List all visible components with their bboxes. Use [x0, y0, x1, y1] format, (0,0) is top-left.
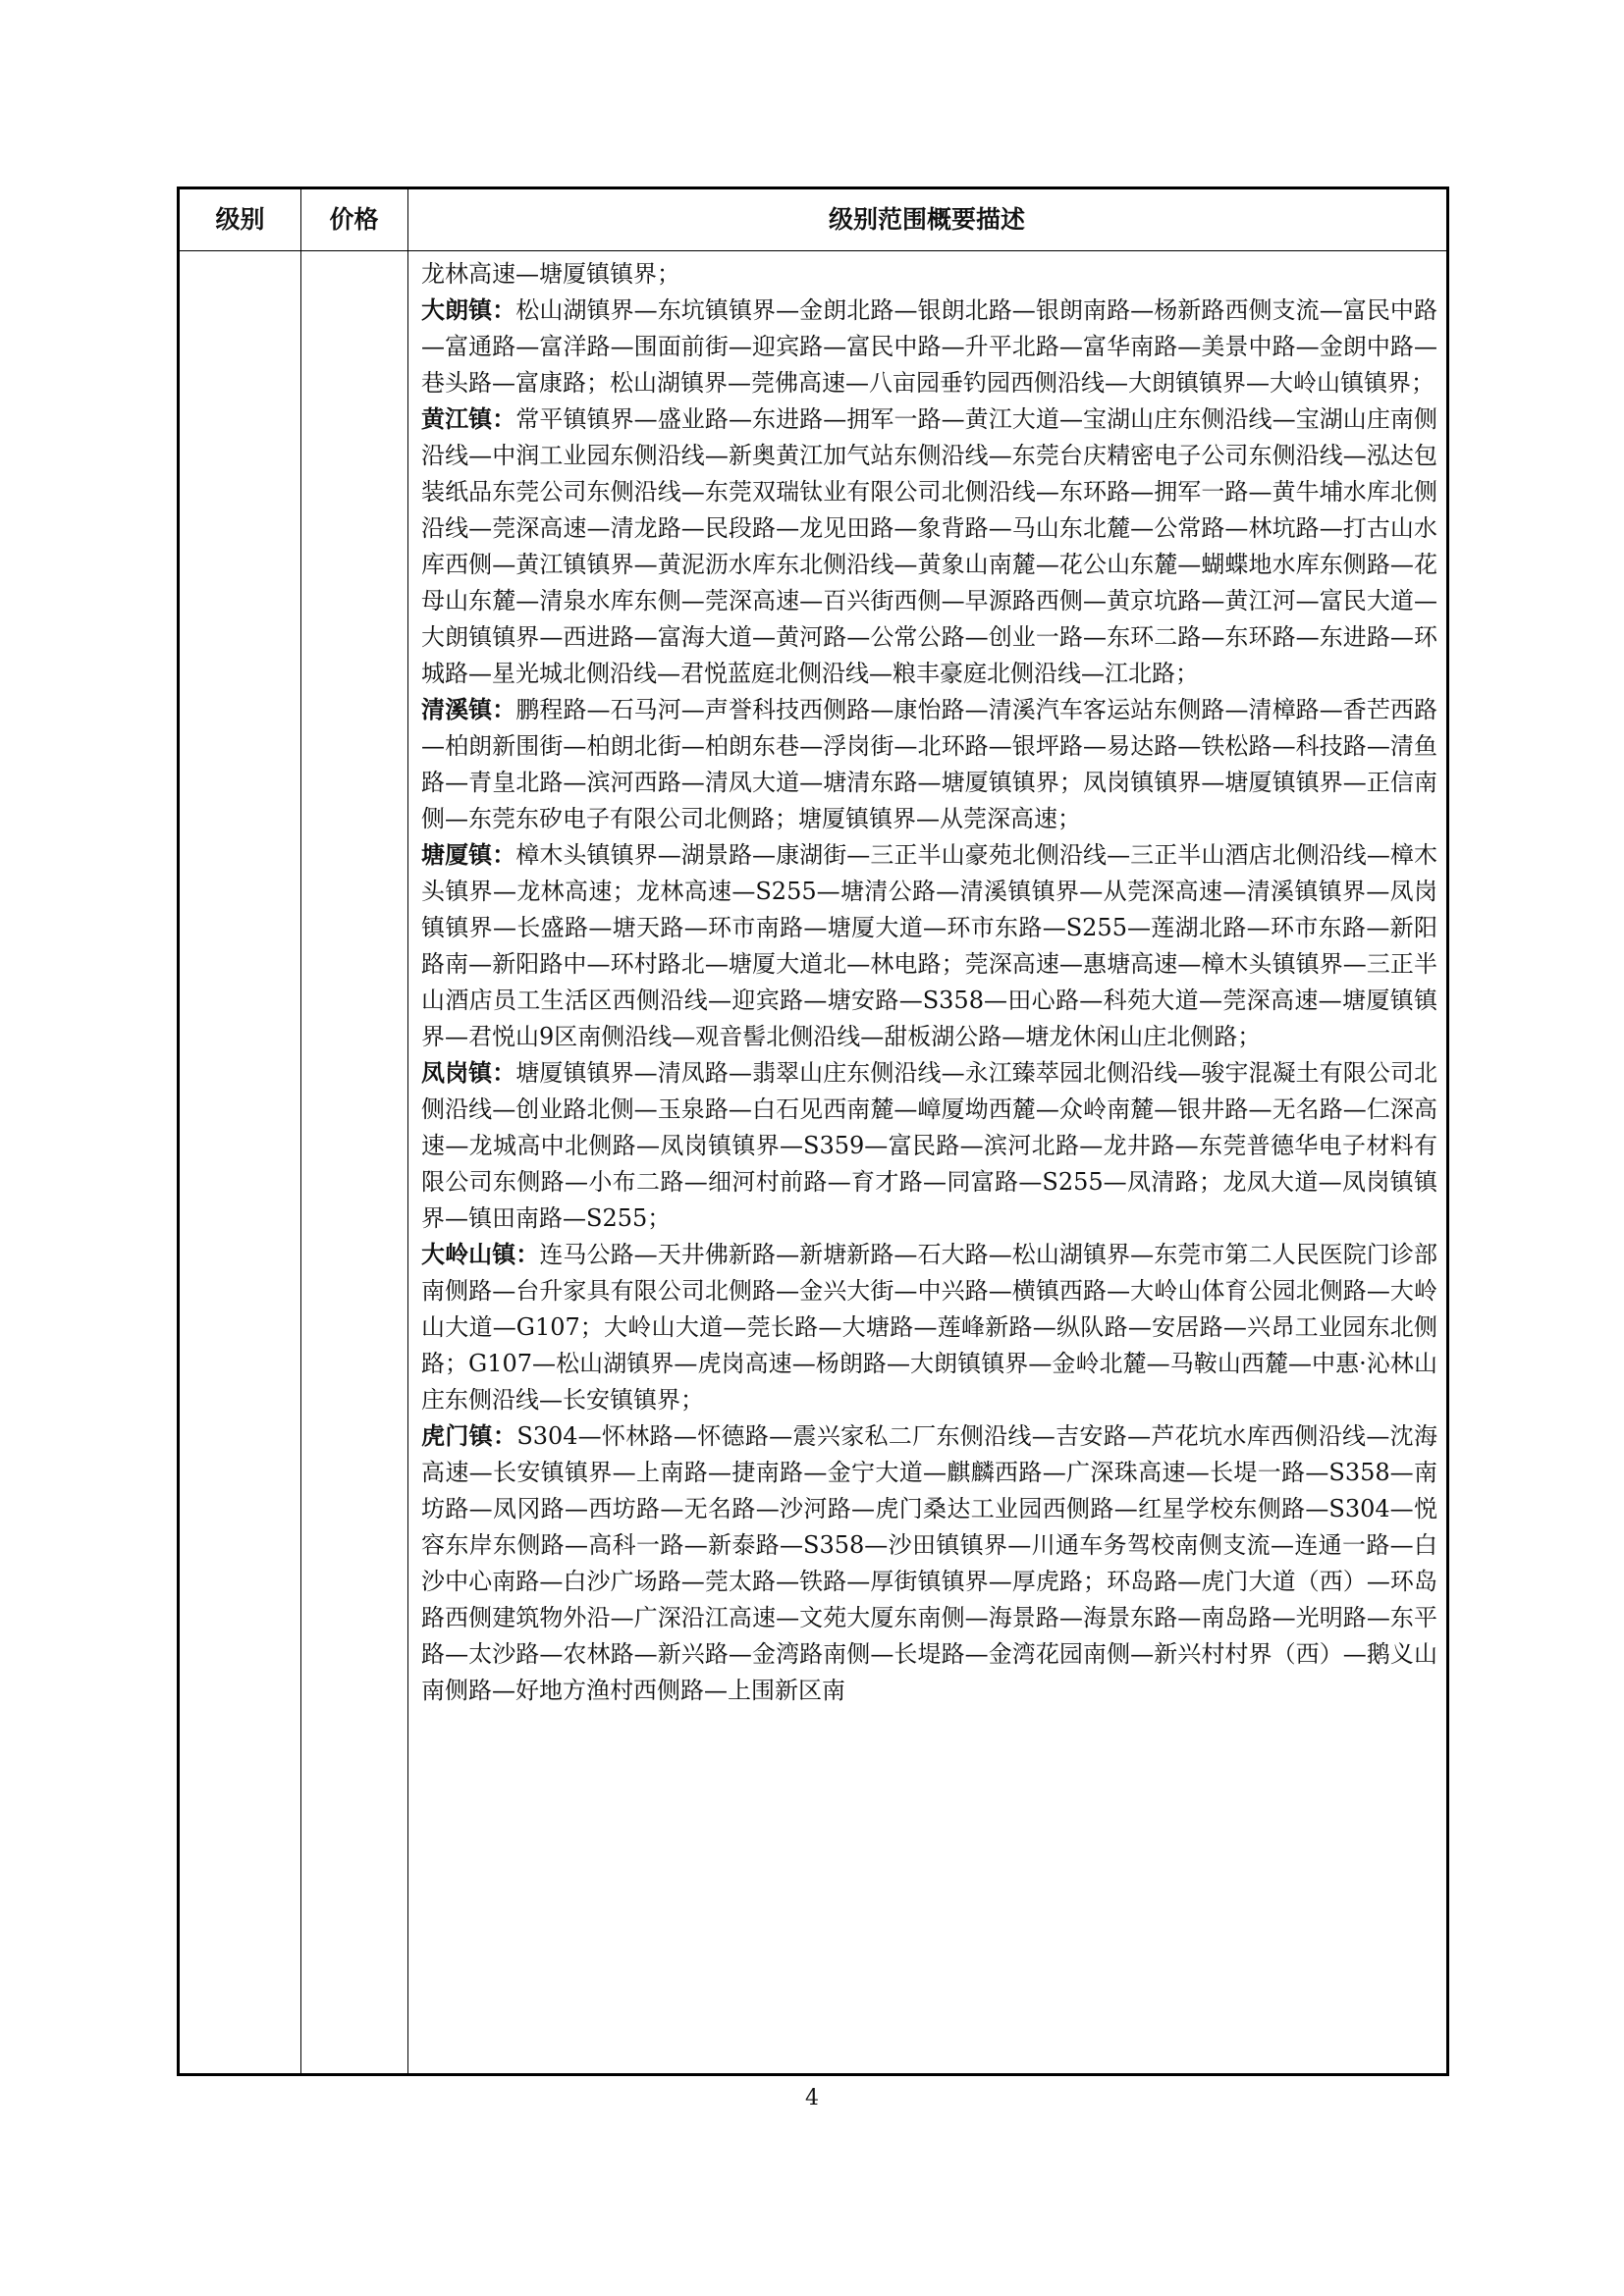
town-text: 鹏程路—石马河—声誉科技西侧路—康怡路—清溪汽车客运站东侧路—清樟路—香芒西路—柏朗新围街—柏朗北街—柏朗东巷—浮岗街—北环路—银坪路—易达路—铁松路—科技路—清鱼路—青皇北路—滨河西路—清凤大道—塘清东路—塘厦镇镇界；凤岗镇镇界—塘厦镇镇界—正信南侧—东莞东矽电子有限公司北侧路；塘厦镇镇界—从莞深高速； — [421, 696, 1438, 832]
town-text: 常平镇镇界—盛业路—东进路—拥军一路—黄江大道—宝湖山庄东侧沿线—宝湖山庄南侧沿线—中润工业园东侧沿线—新奥黄江加气站东侧沿线—东莞台庆精密电子公司东侧沿线—泓达包装纸品东莞公司东侧沿线—东莞双瑞钛业有限公司北侧沿线—东环路—拥军一路—黄牛埔水库北侧沿线—莞深高速—清龙路—民段路—龙见田路—象背路—马山东北麓—公常路—林坑路—打古山水库西侧—黄江镇镇界—黄泥沥水库东北侧沿线—黄象山南麓—花公山东麓—蝴蝶地水库东侧路—花母山东麓—清泉水库东侧—莞深高速—百兴街西侧—早源路西侧—黄京坑路—黄江河—富民大道—大朗镇镇界—西进路—富海大道—黄河路—公常公路—创业一路—东环二路—东环路—东进路—环城路—星光城北侧沿线—君悦蓝庭北侧沿线—粮丰豪庭北侧沿线—江北路； — [421, 405, 1438, 687]
town-name: 大岭山镇： — [421, 1241, 540, 1268]
column-divider — [300, 189, 301, 2073]
town-entry — [421, 1418, 1437, 1709]
town-entry — [421, 293, 1437, 401]
header-description: 级别范围概要描述 — [828, 205, 1025, 234]
town-text: 连马公路—天井佛新路—新塘新路—石大路—松山湖镇界—东莞市第二人民医院门诊部南侧路—台升家具有限公司北侧路—金兴大街—中兴路—横镇西路—大岭山体育公园北侧路—大岭山大道—G107；大岭山大道—莞长路—大塘路—莲峰新路—纵队路—安居路—兴昂工业园东北侧路；G107—松山湖镇界—虎岗高速—杨朗路—大朗镇镇界—金岭北麓—马鞍山西麓—中惠·沁林山庄东侧沿线—长安镇镇界； — [421, 1241, 1437, 1414]
town-text: 塘厦镇镇界—清凤路—翡翠山庄东侧沿线—永江臻萃园北侧沿线—骏宇混凝土有限公司北侧沿线—创业路北侧—玉泉路—白石见西南麓—嶂厦坳西麓—众岭南麓—银井路—无名路—仁深高速—龙城高中北侧路—凤岗镇镇界—S359—富民路—滨河北路—龙井路—东莞普德华电子材料有限公司东侧路—小布二路—细河村前路—育才路—同富路—S255—凤清路；龙凤大道—凤岗镇镇界—镇田南路—S255； — [421, 1059, 1438, 1232]
price-level-table — [177, 187, 1449, 2076]
header-level: 级别 — [215, 205, 265, 234]
town-text: 樟木头镇镇界—湖景路—康湖街—三正半山豪苑北侧沿线—三正半山酒店北侧沿线—樟木头镇界—龙林高速；龙林高速—S255—塘清公路—清溪镇镇界—从莞深高速—清溪镇镇界—凤岗镇镇界—长盛路—塘天路—环市南路—塘厦大道—环市东路—S255—莲湖北路—环市东路—新阳路南—新阳路中—环村路北—塘厦大道北—林电路；莞深高速—惠塘高速—樟木头镇镇界—三正半山酒店员工生活区西侧沿线—迎宾路—塘安路—S358—田心路—科苑大道—莞深高速—塘厦镇镇界—君悦山9区南侧沿线—观音髻北侧沿线—甜板湖公路—塘龙休闲山庄北侧路； — [421, 841, 1438, 1050]
town-entry — [421, 1055, 1437, 1237]
column-divider — [407, 189, 408, 2073]
description-cell — [421, 256, 1437, 1709]
page-number: 4 — [805, 2086, 819, 2110]
intro-text: 龙林高速—塘厦镇镇界； — [421, 260, 680, 288]
town-text: S304—怀林路—怀德路—震兴家私二厂东侧沿线—吉安路—芦花坑水库西侧沿线—沈海高速—长安镇镇界—上南路—捷南路—金宁大道—麒麟西路—广深珠高速—长堤一路—S358—南坊路—凤冈路—西坊路—无名路—沙河路—虎门桑达工业园西侧路—红星学校东侧路—S304—悦容东岸东侧路—高科一路—新泰路—S358—沙田镇镇界—川通车务驾校南侧支流—连通一路—白沙中心南路—白沙广场路—莞太路—铁路—厚街镇镇界—厚虎路；环岛路—虎门大道（西）—环岛路西侧建筑物外沿—广深沿江高速—文苑大厦东南侧—海景路—海景东路—南岛路—光明路—东平路—太沙路—农林路—新兴路—金湾路南侧—长堤路—金湾花园南侧—新兴村村界（西）—鹅义山南侧路—好地方渔村西侧路—上围新区南 — [421, 1422, 1438, 1704]
town-name: 大朗镇： — [421, 296, 516, 324]
header-divider — [180, 250, 1446, 251]
town-entry — [421, 692, 1437, 837]
town-text: 松山湖镇界—东坑镇镇界—金朗北路—银朗北路—银朗南路—杨新路西侧支流—富民中路—富通路—富洋路—围面前街—迎宾路—富民中路—升平北路—富华南路—美景中路—金朗中路—巷头路—富康路；松山湖镇界—莞佛高速—八亩园垂钓园西侧沿线—大朗镇镇界—大岭山镇镇界； — [421, 296, 1438, 397]
town-name: 凤岗镇： — [421, 1059, 516, 1087]
town-name: 清溪镇： — [421, 696, 516, 723]
header-price: 价格 — [329, 205, 379, 234]
town-entry — [421, 401, 1437, 692]
town-name: 黄江镇： — [421, 405, 516, 433]
town-entry — [421, 837, 1437, 1055]
town-name: 虎门镇： — [421, 1422, 517, 1450]
town-name: 塘厦镇： — [421, 841, 516, 869]
town-entry — [421, 1237, 1437, 1418]
